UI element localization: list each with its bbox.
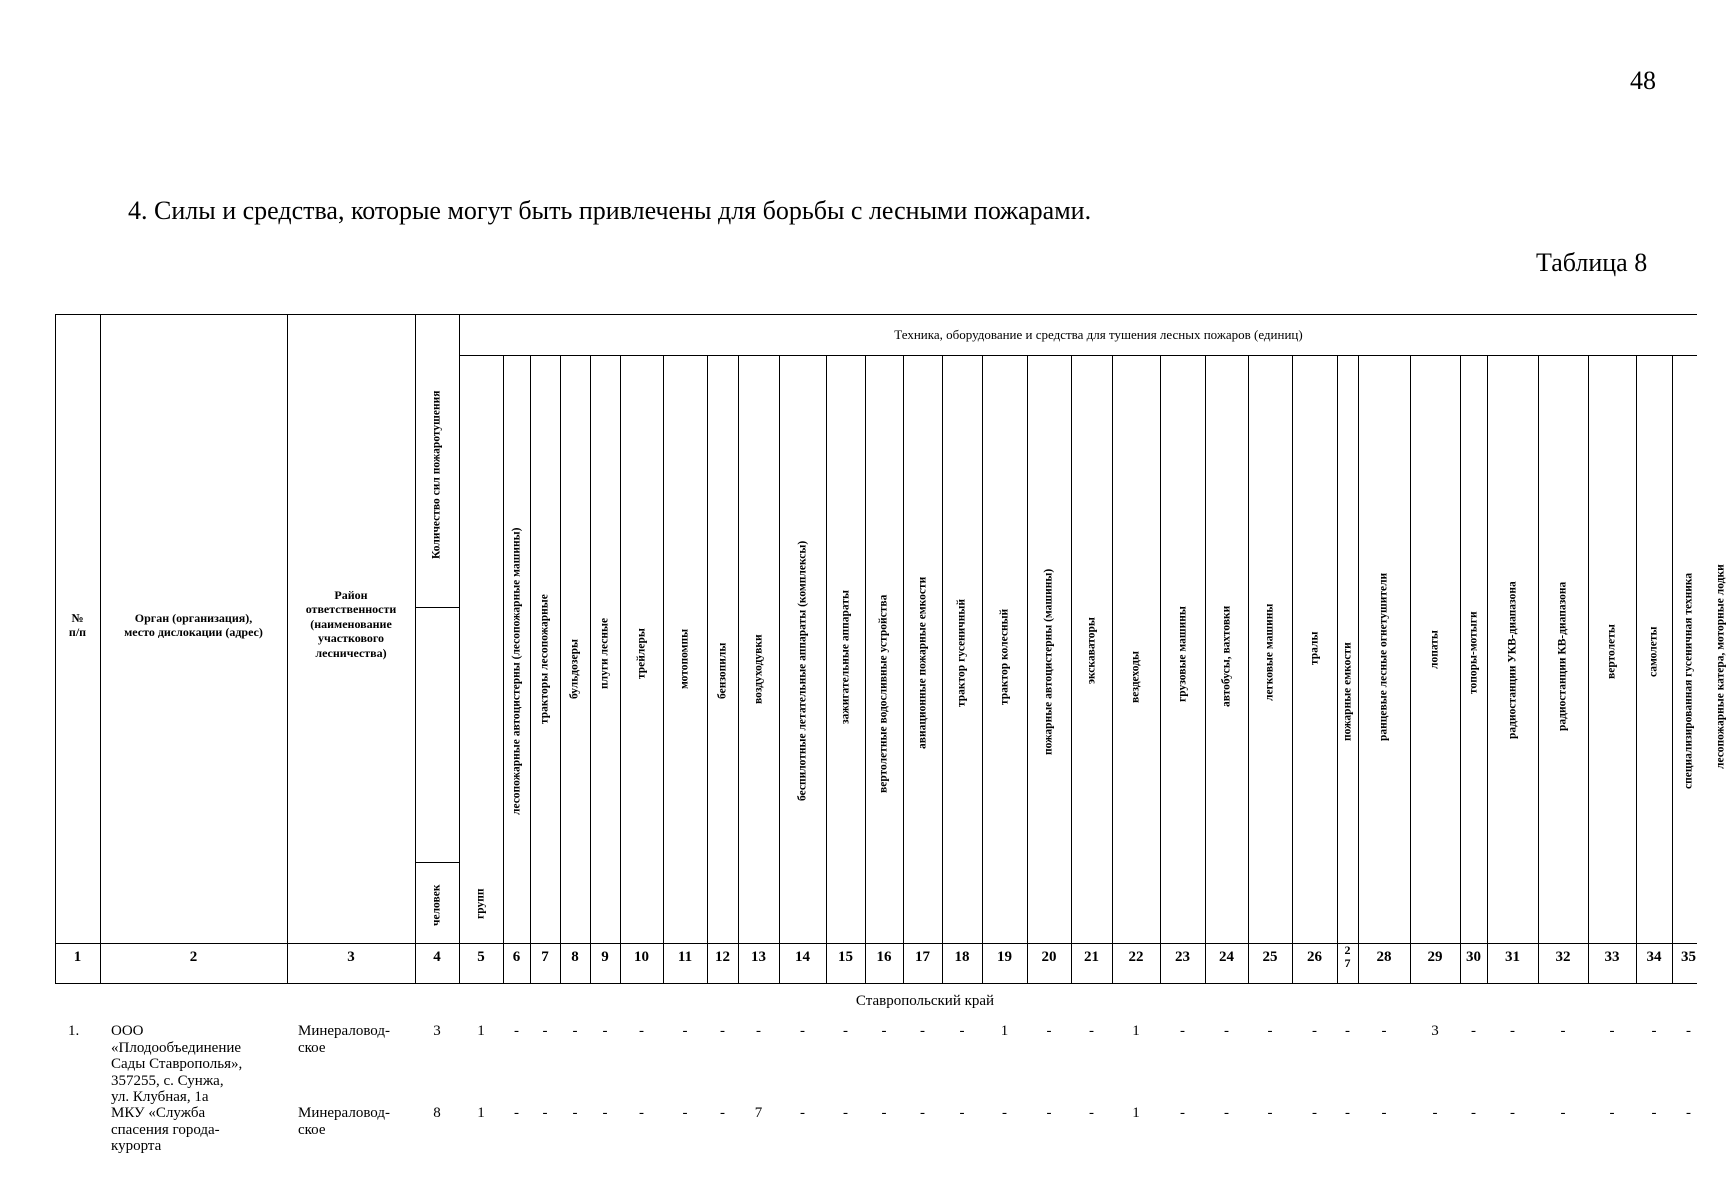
row-tech-value: -: [1224, 1105, 1229, 1121]
row-tech-value: -: [572, 1105, 578, 1121]
column-number: 26: [1307, 949, 1322, 965]
row-tech-value: -: [1471, 1105, 1476, 1121]
row-tech-value: -: [920, 1105, 925, 1121]
table-rule-vertical: [1292, 355, 1293, 983]
row-tech-value: -: [1432, 1105, 1438, 1121]
column-number: 15: [838, 949, 853, 965]
row-tech-value: 1: [1132, 1023, 1140, 1039]
table-rule-vertical: [1337, 355, 1338, 983]
row-tech-value: -: [1089, 1023, 1094, 1039]
column-number: 19: [997, 949, 1012, 965]
row-tech-value: -: [602, 1023, 608, 1039]
table-rule-vertical: [459, 314, 460, 862]
column-number: 2 7: [1344, 943, 1351, 970]
row-groups: 1: [477, 1105, 485, 1121]
row-tech-value: -: [1180, 1105, 1185, 1121]
table-rule-vertical: [707, 355, 708, 983]
table-rule-vertical: [503, 355, 504, 983]
column-number: 4: [433, 949, 441, 965]
column-number: 21: [1084, 949, 1099, 965]
row-tech-value: -: [1267, 1023, 1273, 1039]
table-rule-vertical: [779, 355, 780, 983]
column-number: 3: [347, 949, 355, 965]
row-tech-value: -: [756, 1023, 761, 1039]
row-tech-value: -: [572, 1023, 578, 1039]
row-tech-value: -: [1471, 1023, 1476, 1039]
row-tech-value: -: [682, 1023, 688, 1039]
column-number: 6: [512, 949, 521, 965]
column-number: 2: [189, 949, 198, 965]
table-label: Таблица 8: [1536, 248, 1648, 277]
row-tech-value: -: [1651, 1105, 1657, 1121]
row-tech-value: 7: [754, 1105, 763, 1121]
column-number: 8: [571, 949, 579, 965]
table-rule-vertical: [1460, 355, 1461, 983]
table-rule-horizontal: [459, 355, 1697, 356]
row-tech-value: -: [1312, 1023, 1317, 1039]
table-rule-vertical: [1358, 355, 1359, 983]
row-tech-value: 3: [1431, 1023, 1439, 1039]
table-rule-vertical: [1636, 355, 1637, 983]
table-rule-horizontal: [415, 862, 459, 863]
table-rule-vertical: [982, 355, 983, 983]
row-tech-value: -: [1510, 1023, 1515, 1039]
table-rule-vertical: [865, 355, 866, 983]
row-tech-value: -: [920, 1023, 925, 1039]
row-tech-value: -: [800, 1023, 805, 1039]
column-number: 20: [1041, 949, 1057, 965]
row-tech-value: -: [1381, 1105, 1387, 1121]
column-number: 23: [1175, 949, 1190, 965]
row-tech-value: -: [1609, 1023, 1615, 1039]
column-number: 10: [634, 949, 649, 965]
column-number: 13: [751, 949, 766, 965]
table-rule-vertical: [1672, 355, 1673, 983]
column-number: 29: [1427, 949, 1443, 965]
row-tech-value: -: [682, 1105, 688, 1121]
table-rule-horizontal: [55, 983, 1697, 984]
header-number: № п/п: [68, 611, 87, 640]
region-name: Ставропольский край: [855, 993, 995, 1009]
row-tech-value: -: [1345, 1105, 1350, 1121]
row-tech-value: 1: [1000, 1023, 1009, 1039]
row-number: 1.: [68, 1023, 80, 1039]
table-rule-vertical: [560, 355, 561, 983]
row-tech-value: -: [843, 1105, 848, 1121]
row-district: Минераловод- ское: [298, 1023, 390, 1056]
column-number: 24: [1219, 949, 1234, 965]
table-rule-vertical: [1160, 355, 1161, 983]
row-people: 8: [433, 1105, 441, 1121]
row-tech-value: -: [959, 1023, 965, 1039]
table-rule-vertical: [1410, 355, 1411, 983]
table-rule-vertical: [100, 314, 101, 983]
header-organization: Орган (организация), место дислокации (адрес): [124, 611, 263, 640]
row-tech-value: -: [1312, 1105, 1317, 1121]
row-tech-value: -: [1686, 1105, 1691, 1121]
column-number: 25: [1262, 949, 1278, 965]
row-tech-value: -: [1560, 1105, 1566, 1121]
table-rule-vertical: [903, 355, 904, 983]
table-rule-vertical: [738, 355, 739, 983]
row-tech-value: -: [800, 1105, 805, 1121]
row-tech-value: -: [514, 1023, 519, 1039]
row-tech-value: -: [514, 1105, 519, 1121]
row-organization: МКУ «Служба спасения города- курорта: [111, 1105, 220, 1154]
table-rule-vertical: [826, 355, 827, 983]
column-number: 5: [477, 949, 485, 965]
row-tech-value: -: [1609, 1105, 1615, 1121]
table-rule-vertical: [1205, 355, 1206, 983]
table-rule-vertical: [942, 355, 943, 983]
column-number: 32: [1555, 949, 1571, 965]
column-number: 34: [1646, 949, 1662, 965]
row-tech-value: -: [1267, 1105, 1273, 1121]
row-tech-value: -: [639, 1105, 644, 1121]
row-tech-value: -: [1224, 1023, 1229, 1039]
tech-group-header: Техника, оборудование и средства для тушения лесных пожаров (единиц): [894, 327, 1303, 342]
table-rule-vertical: [1071, 355, 1072, 983]
column-number: 31: [1505, 949, 1520, 965]
page-number: 48: [1630, 66, 1656, 95]
column-number: 16: [876, 949, 892, 965]
column-number: 17: [915, 949, 930, 965]
row-tech-value: -: [1651, 1023, 1657, 1039]
table-rule-vertical: [415, 314, 416, 983]
header-district: Район ответственности (наименование участкового лесничества): [305, 588, 397, 660]
row-tech-value: -: [720, 1023, 725, 1039]
column-number: 7: [541, 949, 549, 965]
row-tech-value: -: [542, 1105, 548, 1121]
table-rule-vertical: [663, 355, 664, 983]
column-number: 18: [954, 949, 970, 965]
row-people: 3: [433, 1023, 441, 1039]
column-number: 9: [601, 949, 609, 965]
column-number: 12: [715, 949, 730, 965]
table-rule-vertical: [620, 355, 621, 983]
row-tech-value: 1: [1132, 1105, 1140, 1121]
column-number: 1: [73, 949, 82, 965]
row-tech-value: -: [959, 1105, 965, 1121]
table-rule-vertical: [1588, 355, 1589, 983]
row-tech-value: -: [602, 1105, 608, 1121]
table-rule-vertical: [590, 355, 591, 983]
table-rule-horizontal: [55, 943, 1697, 944]
table-rule-vertical: [1487, 355, 1488, 983]
row-tech-value: -: [1560, 1023, 1566, 1039]
row-tech-value: -: [542, 1023, 548, 1039]
column-number: 11: [677, 949, 693, 965]
row-tech-value: -: [1345, 1023, 1350, 1039]
row-tech-value: -: [1046, 1105, 1052, 1121]
section-title: 4. Силы и средства, которые могут быть привлечены для борьбы с лесными пожарами.: [128, 196, 1092, 225]
table-rule-vertical: [1027, 355, 1028, 983]
row-district: Минераловод- ское: [298, 1105, 390, 1138]
column-number: 33: [1604, 949, 1620, 965]
row-tech-value: -: [843, 1023, 848, 1039]
column-number: 35: [1681, 949, 1696, 965]
table-rule-horizontal: [415, 607, 459, 608]
row-tech-value: -: [1089, 1105, 1094, 1121]
table-rule-horizontal: [55, 314, 1697, 315]
row-tech-value: -: [1002, 1105, 1007, 1121]
column-number: 30: [1466, 949, 1481, 965]
row-organization: ООО «Плодообъединение Сады Ставрополья», 357255, с. Сунжа, ул. Клубная, 1а: [111, 1023, 243, 1105]
table-rule-vertical: [530, 355, 531, 983]
row-tech-value: -: [1046, 1023, 1052, 1039]
column-number: 28: [1376, 949, 1392, 965]
row-tech-value: -: [639, 1023, 644, 1039]
row-groups: 1: [477, 1023, 485, 1039]
row-tech-value: -: [1381, 1023, 1387, 1039]
table-rule-vertical: [1248, 355, 1249, 983]
table-rule-vertical: [55, 314, 56, 983]
row-tech-value: -: [1510, 1105, 1515, 1121]
column-number: 14: [795, 949, 810, 965]
row-tech-value: -: [720, 1105, 725, 1121]
row-tech-value: -: [881, 1105, 887, 1121]
column-number: 22: [1128, 949, 1144, 965]
row-tech-value: -: [881, 1023, 887, 1039]
table-rule-vertical: [1112, 355, 1113, 983]
row-tech-value: -: [1686, 1023, 1691, 1039]
table-rule-vertical: [1538, 355, 1539, 983]
row-tech-value: -: [1180, 1023, 1185, 1039]
